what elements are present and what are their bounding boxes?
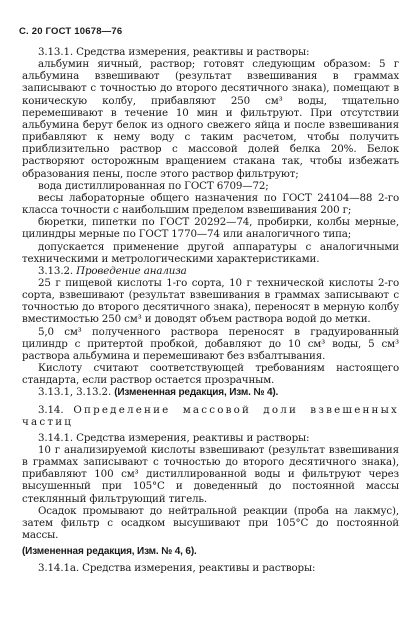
paragraph-water: вода дистиллированная по ГОСТ 6709—72;	[38, 179, 269, 192]
document-body	[22, 46, 399, 575]
amendment-note-2	[22, 545, 399, 558]
paragraph-sample-prep: 25 г пищевой кислоты 1-го сорта, 10 г технической кислоты 2-го сорта, взвешивают (результат взвешивания в граммах записывают с точностью до второго десятичного знака), переносят в мерную колбу вместимостью 250 см³ и доводят объем раствора водой до метки.	[22, 276, 399, 326]
amendment-prefix: 3.13.1, 3.13.2.	[38, 386, 112, 399]
paragraph-scales: весы лабораторные общего назначения по ГОСТ 24104—88 2-го класса точности с наибольшим пределом взвешивания 200 г;	[22, 191, 399, 217]
paragraph-albumin: альбумин яичный, раствор; готовят следующим образом: 5 г альбумина взвешивают (результат взвешивания в граммах записывают с точностью до второго десятичного знака), помещают в коническую колбу, прибавляют 250 см³ воды, тщательно перемешивают в течение 10 мин и фильтруют. При отсутствии альбумина берут белок из одного свежего яйца и после взвешивания прибавляют к нему воду с таким расчетом, чтобы получить приблизительно раствор с массовой долей белка 20%. Белок растворяют осторожным вращением стакана так, чтобы избежать образования пены, после этого раствор фильтруют;	[22, 58, 399, 180]
paragraph-washing: Осадок промывают до нейтральной реакции (проба на лакмус), затем фильтр с осадком высушивают при 105°С до постоянной массы.	[22, 504, 399, 542]
section-3-13-2-heading	[22, 265, 399, 277]
paragraph-3-13-1: 3.13.1. Средства измерения, реактивы и растворы:	[38, 46, 310, 58]
amendment-text: (Измененная редакция, Изм. № 4).	[114, 387, 279, 399]
paragraph-transfer: 5,0 см³ полученного раствора переносят в градуированный цилиндр с притертой пробкой, добавляют до 10 см³ воды, 5 см³ раствора альбумина и перемешивают без взбалтывания.	[22, 325, 399, 362]
section-3-14-heading	[22, 404, 399, 428]
paragraph-equipment-note: допускается применение другой аппаратуры с аналогичными техническими и метрологическими характеристиками.	[22, 240, 399, 265]
paragraph-weighing: 10 г анализируемой кислоты взвешивают (результат взвешивания в граммах записывают с точностью до второго десятичного знака), прибавляют 100 см³ дистиллированной воды и фильтруют через высушенный при 105°С и доведенный до постоянной массы стеклянный фильтрующий тигель.	[22, 444, 399, 505]
paragraph-3-14-1a: 3.14.1а. Средства измерения, реактивы и растворы:	[38, 562, 316, 575]
paragraph-3-14-1: 3.14.1. Средства измерения, реактивы и растворы:	[38, 431, 310, 444]
section-number: 3.14.	[38, 403, 64, 416]
page-header: С. 20 ГОСТ 10678—76	[19, 26, 123, 37]
paragraph-acceptance: Кислоту считают соответствующей требованиям настоящего стандарта, если раствор остается прозрачным.	[22, 362, 399, 387]
paragraph-glassware: бюретки, пипетки по ГОСТ 20292—74, пробирки, колбы мерные, цилиндры мерные по ГОСТ 1770—74 или аналогичного типа;	[22, 216, 399, 241]
amendment-text: (Измененная редакция, Изм. № 4, 6).	[22, 546, 197, 558]
amendment-note-1	[22, 386, 399, 399]
section-title: Определение массовой доли взвешенных частиц	[22, 403, 400, 428]
section-number: 3.13.2.	[38, 264, 73, 277]
section-title: Проведение анализа	[76, 264, 187, 277]
